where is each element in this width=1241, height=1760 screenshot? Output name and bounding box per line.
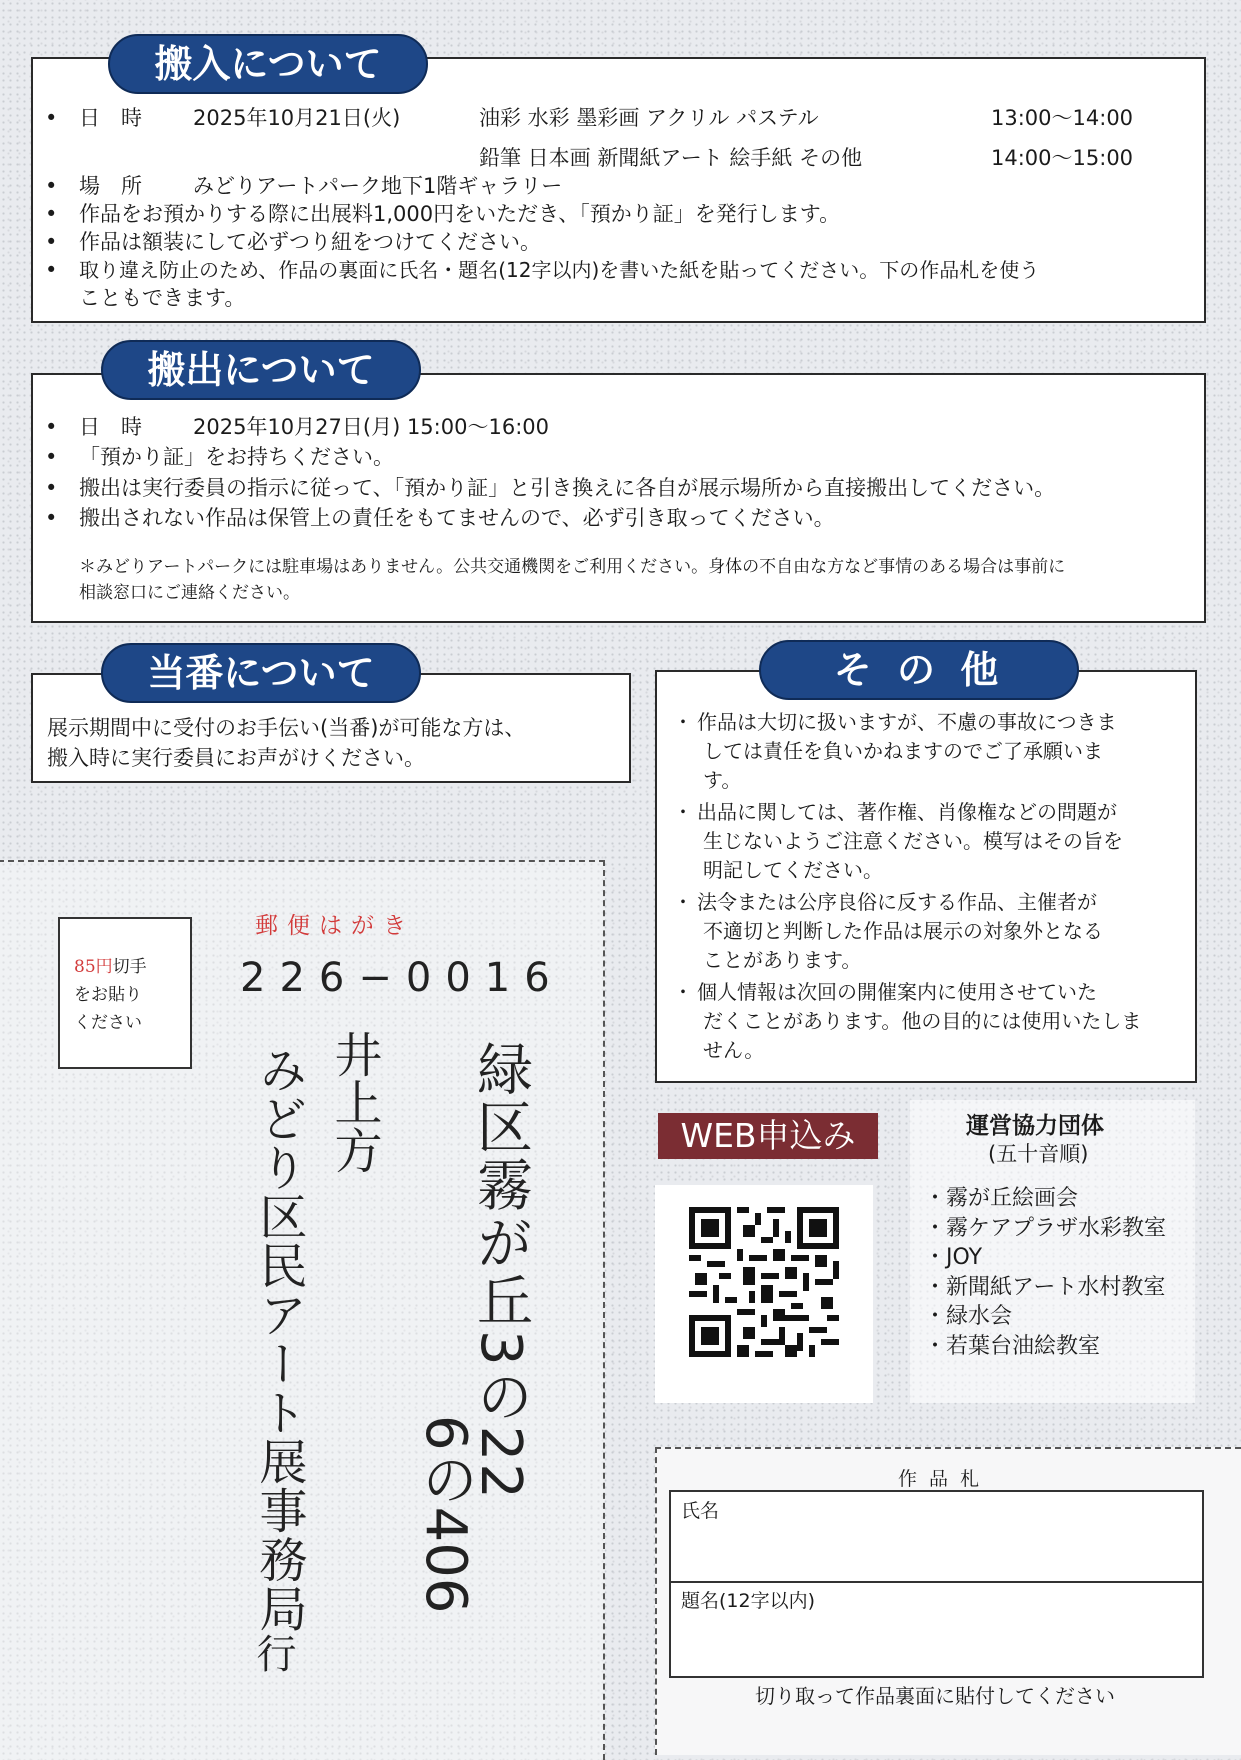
bullet: •: [45, 415, 58, 439]
hanshutsu-item-3: 搬出されない作品は保管上の責任をもてませんので、必ず引き取ってください。: [79, 506, 835, 530]
web-label: WEB申込み: [658, 1113, 878, 1159]
org-item: ・緑水会: [924, 1304, 1013, 1329]
hannyu-date: 2025年10月21日(火): [193, 106, 401, 130]
hannyu-date-label: 日 時: [79, 106, 142, 130]
orgs-title: 運営協力団体: [966, 1113, 1104, 1139]
parking-note-cont: 相談窓口にご連絡ください。: [79, 583, 300, 603]
sonota-item-line: す。: [703, 768, 742, 792]
recipient: みどり区民アート展事務局: [251, 1045, 307, 1633]
hannyu-item-1: 作品をお預かりする際に出展料1,000円をいただき、「預かり証」を発行します。: [79, 202, 841, 226]
care-of: 井上方: [326, 1030, 382, 1174]
sonota-item-line: しては責任を負いかねますのでご了承願いま: [703, 739, 1103, 763]
orgs-subtitle: (五十音順): [988, 1142, 1089, 1166]
bullet: ・: [673, 710, 693, 734]
touban-title: 当番について: [101, 643, 421, 703]
org-item: ・霧が丘絵画会: [924, 1186, 1079, 1211]
hanshutsu-date: 2025年10月27日(月) 15:00〜16:00: [193, 415, 549, 439]
sonota-item-line: 生じないようご注意ください。模写はその旨を: [703, 829, 1123, 853]
sonota-item-line: 作品は大切に扱いますが、不慮の事故につきま: [697, 710, 1117, 734]
sonota-section: [655, 670, 1197, 1083]
org-item: ・若葉台油絵教室: [924, 1333, 1101, 1359]
sonota-title: そ の 他: [759, 640, 1079, 700]
hannyu-item-2: 作品は額装にして必ずつり紐をつけてください。: [79, 230, 541, 254]
bullet: •: [45, 174, 58, 198]
address-line-1: 緑区霧が丘3の22: [468, 1040, 533, 1501]
tag-divider: [671, 1581, 1202, 1583]
bullet: •: [45, 476, 58, 500]
tag-cut-note: 切り取って作品裏面に貼付してください: [755, 1684, 1115, 1708]
tag-title-label: 題名(12字以内): [681, 1590, 816, 1612]
bullet: ・: [673, 890, 693, 914]
bullet: •: [45, 202, 58, 226]
hannyu-place: みどりアートパーク地下1階ギャラリー: [193, 174, 563, 198]
hanshutsu-item-1: 「預かり証」をお持ちください。: [79, 445, 394, 469]
hannyu-section: [31, 57, 1206, 323]
postal-code: 226−0016: [240, 955, 564, 1001]
bullet: •: [45, 230, 58, 254]
touban-line-2: 搬入時に実行委員にお声がけください。: [47, 746, 425, 770]
bullet: ・: [673, 980, 693, 1004]
stamp-text-1: 切手: [112, 957, 147, 977]
touban-line-1: 展示期間中に受付のお手伝い(当番)が可能な方は、: [47, 716, 526, 740]
tag-name-label: 氏名: [681, 1500, 720, 1522]
parking-note: ＊みどりアートパークには駐車場はありません。公共交通機関をご利用ください。身体の不自由な方など事情のある場合は事前に: [79, 557, 1066, 577]
sonota-item-line: 明記してください。: [703, 858, 883, 882]
hanshutsu-date-label: 日 時: [79, 415, 142, 439]
hannyu-category-2: 鉛筆 日本画 新聞紙アート 絵手紙 その他: [479, 146, 863, 170]
bullet: •: [45, 106, 58, 130]
tag-form: [669, 1490, 1204, 1678]
sonota-item-line: せん。: [703, 1038, 765, 1062]
qr-panel: [655, 1185, 873, 1403]
qr-code-icon[interactable]: [689, 1207, 839, 1357]
stamp-price: 85円: [74, 957, 113, 977]
bullet: ・: [673, 800, 693, 824]
sonota-item-line: 法令または公序良俗に反する作品、主催者が: [697, 890, 1097, 914]
hannyu-title: 搬入について: [108, 34, 428, 94]
bullet: •: [45, 445, 58, 469]
hanshutsu-title: 搬出について: [101, 340, 421, 400]
hannyu-place-label: 場 所: [79, 174, 142, 198]
orgs-list: [924, 1184, 1166, 1361]
hannyu-time-1: 13:00〜14:00: [991, 106, 1134, 130]
tag-title: 作 品 札: [898, 1468, 983, 1490]
postcard-header: 郵便はがき: [255, 913, 415, 939]
sonota-item-line: 不適切と判断した作品は展示の対象外となる: [703, 919, 1103, 943]
hannyu-time-2: 14:00〜15:00: [991, 146, 1134, 170]
bullet: •: [45, 506, 58, 530]
sonota-item-line: だくことがあります。他の目的には使用いたしま: [703, 1009, 1142, 1033]
recipient-suffix: 行: [250, 1633, 296, 1673]
hannyu-item-3-cont: こともできます。: [79, 286, 246, 310]
stamp-text-3: ください: [74, 1013, 142, 1033]
hannyu-item-3: 取り違え防止のため、作品の裏面に氏名・題名(12字以内)を書いた紙を貼ってください。下の作品札を使う: [79, 258, 1040, 282]
org-item: ・JOY: [924, 1245, 983, 1270]
stamp-box: [58, 917, 192, 1069]
sonota-item-line: 出品に関しては、著作権、肖像権などの問題が: [697, 800, 1117, 824]
address-line-2: 6の406: [413, 1415, 478, 1614]
hannyu-category-1: 油彩 水彩 墨彩画 アクリル パステル: [479, 106, 819, 130]
bullet: •: [45, 258, 58, 282]
org-item: ・霧ケアプラザ水彩教室: [924, 1215, 1167, 1241]
sonota-item-line: 個人情報は次回の開催案内に使用させていた: [697, 980, 1097, 1004]
hanshutsu-item-2: 搬出は実行委員の指示に従って、「預かり証」と引き換えに各自が展示場所から直接搬出してください。: [79, 476, 1056, 500]
org-item: ・新聞紙アート水村教室: [924, 1274, 1166, 1300]
hanshutsu-section: [31, 373, 1206, 623]
sonota-item-line: ことがあります。: [703, 948, 862, 972]
stamp-text-2: をお貼り: [74, 985, 142, 1005]
